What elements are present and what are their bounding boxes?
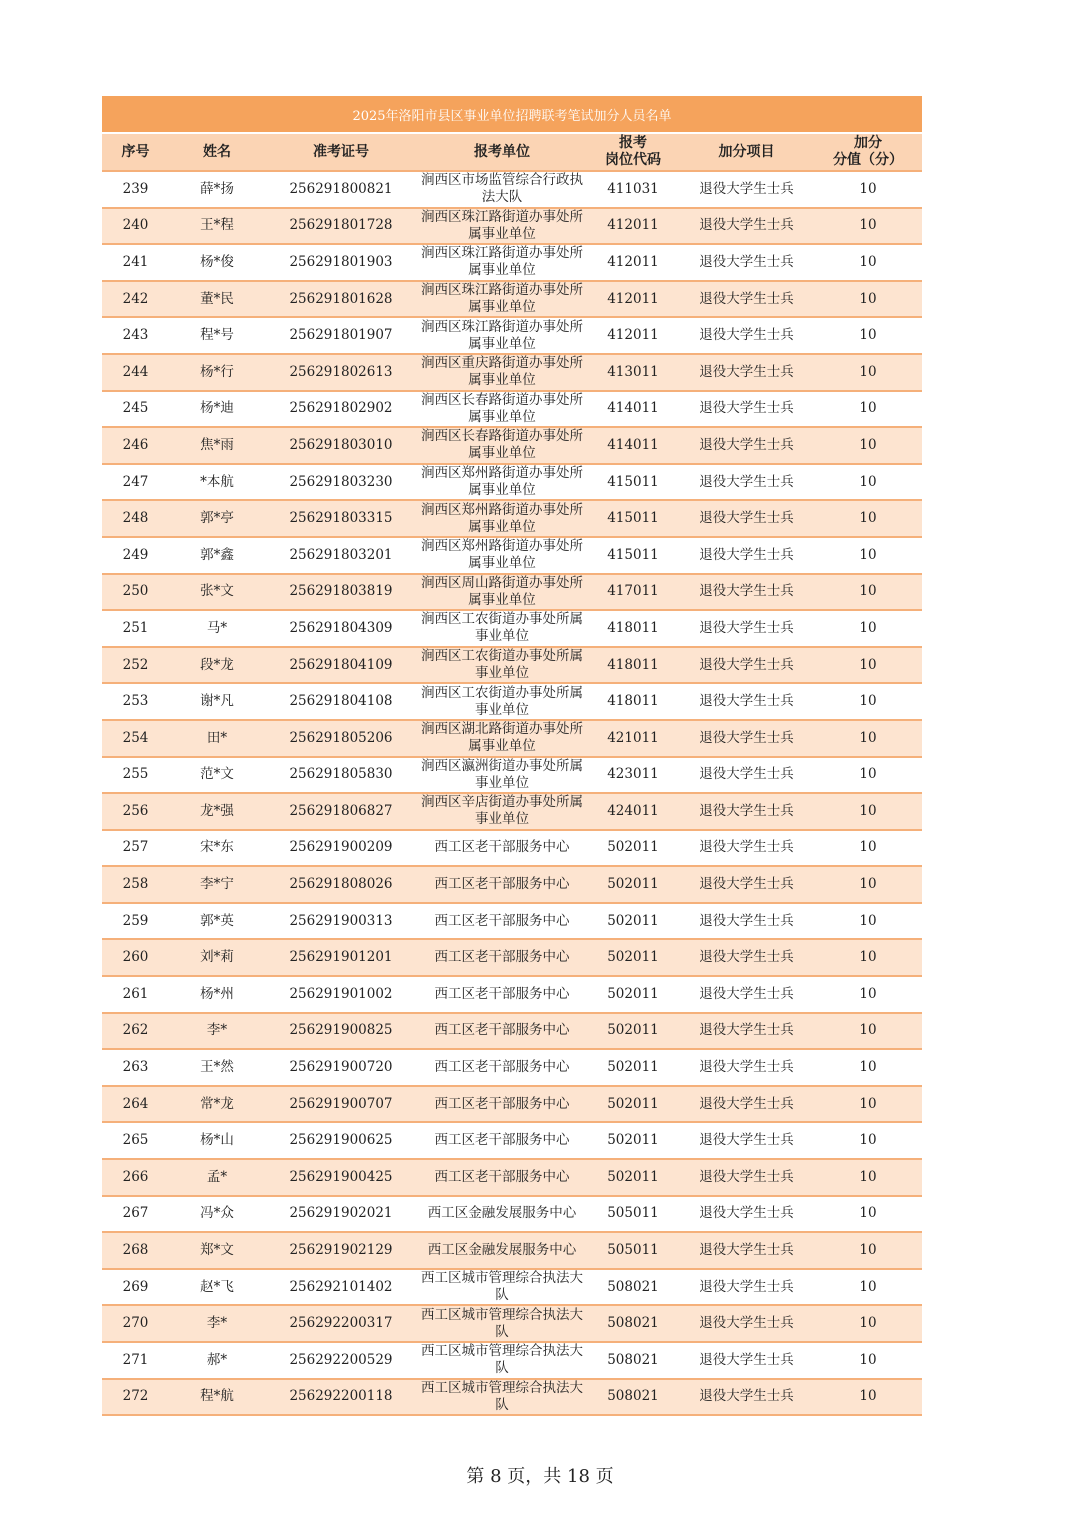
cell-bonus-score: 10 [814,537,922,574]
cell-exam-id: 256291803230 [265,464,417,501]
cell-index: 247 [102,464,169,501]
cell-index: 262 [102,1013,169,1050]
cell-bonus-score: 10 [814,939,922,976]
cell-post-code: 418011 [587,647,679,684]
cell-exam-id: 256291803315 [265,500,417,537]
cell-name: *本航 [169,464,265,501]
cell-post-code: 415011 [587,537,679,574]
cell-bonus-item: 退役大学生士兵 [679,903,814,940]
cell-bonus-score: 10 [814,354,922,391]
cell-bonus-item: 退役大学生士兵 [679,244,814,281]
cell-post-code: 502011 [587,903,679,940]
cell-unit: 西工区老干部服务中心 [417,903,587,940]
cell-bonus-item: 退役大学生士兵 [679,427,814,464]
cell-exam-id: 256291802902 [265,391,417,428]
cell-unit: 涧西区重庆路街道办事处所属事业单位 [417,354,587,391]
cell-name: 李* [169,1305,265,1342]
cell-name: 杨*州 [169,976,265,1013]
cell-bonus-score: 10 [814,1086,922,1123]
cell-unit: 涧西区工农街道办事处所属事业单位 [417,610,587,647]
cell-unit: 涧西区工农街道办事处所属事业单位 [417,647,587,684]
cell-post-code: 418011 [587,610,679,647]
cell-exam-id: 256291801907 [265,317,417,354]
cell-index: 244 [102,354,169,391]
cell-unit: 西工区老干部服务中心 [417,866,587,903]
table-row [102,939,922,976]
cell-bonus-item: 退役大学生士兵 [679,1232,814,1269]
cell-post-code: 418011 [587,683,679,720]
cell-bonus-item: 退役大学生士兵 [679,866,814,903]
cell-bonus-item: 退役大学生士兵 [679,939,814,976]
cell-post-code: 415011 [587,500,679,537]
table-body [102,171,922,1415]
cell-name: 张*文 [169,574,265,611]
cell-exam-id: 256291801728 [265,208,417,245]
cell-name: 焦*雨 [169,427,265,464]
cell-unit: 西工区老干部服务中心 [417,1122,587,1159]
cell-exam-id: 256292200118 [265,1379,417,1416]
cell-unit: 西工区老干部服务中心 [417,939,587,976]
cell-name: 李* [169,1013,265,1050]
cell-bonus-score: 10 [814,1122,922,1159]
cell-bonus-item: 退役大学生士兵 [679,830,814,867]
cell-post-code: 502011 [587,1086,679,1123]
col-header-index: 序号 [102,134,169,171]
cell-bonus-score: 10 [814,757,922,794]
cell-name: 范*文 [169,757,265,794]
cell-post-code: 502011 [587,1122,679,1159]
cell-bonus-item: 退役大学生士兵 [679,683,814,720]
cell-post-code: 508021 [587,1342,679,1379]
cell-index: 251 [102,610,169,647]
table-row [102,1086,922,1123]
cell-unit: 西工区老干部服务中心 [417,830,587,867]
cell-post-code: 412011 [587,281,679,318]
cell-index: 272 [102,1379,169,1416]
cell-post-code: 502011 [587,1049,679,1086]
cell-name: 李*宁 [169,866,265,903]
table-row [102,866,922,903]
cell-bonus-item: 退役大学生士兵 [679,1086,814,1123]
cell-exam-id: 256291900425 [265,1159,417,1196]
cell-bonus-item: 退役大学生士兵 [679,171,814,208]
cell-name: 薛*扬 [169,171,265,208]
cell-post-code: 508021 [587,1305,679,1342]
table-row [102,903,922,940]
cell-bonus-score: 10 [814,1159,922,1196]
cell-index: 264 [102,1086,169,1123]
cell-index: 240 [102,208,169,245]
cell-index: 257 [102,830,169,867]
cell-post-code: 505011 [587,1196,679,1233]
cell-unit: 涧西区工农街道办事处所属事业单位 [417,683,587,720]
cell-unit: 涧西区郑州路街道办事处所属事业单位 [417,464,587,501]
cell-unit: 涧西区郑州路街道办事处所属事业单位 [417,500,587,537]
cell-bonus-score: 10 [814,1196,922,1233]
cell-index: 254 [102,720,169,757]
cell-exam-id: 256291804309 [265,610,417,647]
cell-unit: 西工区老干部服务中心 [417,976,587,1013]
cell-post-code: 502011 [587,939,679,976]
cell-bonus-score: 10 [814,830,922,867]
roster-sheet [102,96,922,1416]
table-row [102,464,922,501]
cell-index: 260 [102,939,169,976]
cell-post-code: 502011 [587,1159,679,1196]
cell-bonus-item: 退役大学生士兵 [679,647,814,684]
table-row [102,1159,922,1196]
cell-post-code: 412011 [587,208,679,245]
table-row [102,976,922,1013]
roster-table [102,134,922,1416]
cell-post-code: 424011 [587,793,679,830]
cell-bonus-item: 退役大学生士兵 [679,1049,814,1086]
cell-index: 241 [102,244,169,281]
cell-bonus-item: 退役大学生士兵 [679,757,814,794]
cell-name: 郭*英 [169,903,265,940]
cell-exam-id: 256291900707 [265,1086,417,1123]
cell-index: 253 [102,683,169,720]
cell-unit: 涧西区珠江路街道办事处所属事业单位 [417,317,587,354]
cell-post-code: 417011 [587,574,679,611]
cell-bonus-score: 10 [814,171,922,208]
cell-bonus-item: 退役大学生士兵 [679,793,814,830]
cell-name: 马* [169,610,265,647]
cell-bonus-score: 10 [814,1305,922,1342]
cell-name: 龙*强 [169,793,265,830]
table-row [102,1379,922,1416]
cell-bonus-score: 10 [814,720,922,757]
cell-bonus-item: 退役大学生士兵 [679,1305,814,1342]
cell-name: 王*然 [169,1049,265,1086]
cell-exam-id: 256291803010 [265,427,417,464]
cell-bonus-item: 退役大学生士兵 [679,1159,814,1196]
cell-bonus-score: 10 [814,464,922,501]
cell-exam-id: 256291803819 [265,574,417,611]
cell-exam-id: 256291900209 [265,830,417,867]
table-row [102,1232,922,1269]
cell-index: 243 [102,317,169,354]
table-row [102,610,922,647]
cell-name: 赵*飞 [169,1269,265,1306]
cell-exam-id: 256291902021 [265,1196,417,1233]
cell-index: 265 [102,1122,169,1159]
cell-exam-id: 256291801628 [265,281,417,318]
table-row [102,1269,922,1306]
cell-index: 256 [102,793,169,830]
cell-name: 程*号 [169,317,265,354]
cell-unit: 涧西区辛店街道办事处所属事业单位 [417,793,587,830]
cell-bonus-score: 10 [814,391,922,428]
cell-bonus-score: 10 [814,208,922,245]
table-row [102,171,922,208]
cell-exam-id: 256291900720 [265,1049,417,1086]
cell-post-code: 414011 [587,427,679,464]
cell-index: 246 [102,427,169,464]
cell-bonus-item: 退役大学生士兵 [679,574,814,611]
cell-post-code: 414011 [587,391,679,428]
cell-post-code: 502011 [587,866,679,903]
cell-bonus-score: 10 [814,1269,922,1306]
cell-unit: 涧西区湖北路街道办事处所属事业单位 [417,720,587,757]
cell-exam-id: 256292200317 [265,1305,417,1342]
cell-exam-id: 256291900313 [265,903,417,940]
cell-index: 239 [102,171,169,208]
cell-index: 258 [102,866,169,903]
cell-bonus-score: 10 [814,1013,922,1050]
cell-exam-id: 256291902129 [265,1232,417,1269]
cell-post-code: 411031 [587,171,679,208]
table-row [102,793,922,830]
col-header-post-code: 报考 岗位代码 [587,134,679,171]
cell-index: 252 [102,647,169,684]
cell-bonus-item: 退役大学生士兵 [679,1379,814,1416]
cell-bonus-item: 退役大学生士兵 [679,720,814,757]
cell-index: 269 [102,1269,169,1306]
cell-bonus-item: 退役大学生士兵 [679,391,814,428]
cell-index: 263 [102,1049,169,1086]
cell-name: 杨*俊 [169,244,265,281]
cell-unit: 西工区城市管理综合执法大队 [417,1305,587,1342]
cell-exam-id: 256291900625 [265,1122,417,1159]
cell-unit: 涧西区长春路街道办事处所属事业单位 [417,427,587,464]
cell-exam-id: 256291901201 [265,939,417,976]
table-row [102,1342,922,1379]
cell-exam-id: 256291802613 [265,354,417,391]
cell-bonus-item: 退役大学生士兵 [679,1013,814,1050]
cell-name: 刘*莉 [169,939,265,976]
cell-unit: 西工区城市管理综合执法大队 [417,1379,587,1416]
cell-index: 249 [102,537,169,574]
cell-exam-id: 256291808026 [265,866,417,903]
cell-bonus-item: 退役大学生士兵 [679,500,814,537]
cell-bonus-score: 10 [814,1379,922,1416]
cell-unit: 涧西区珠江路街道办事处所属事业单位 [417,281,587,318]
cell-name: 孟* [169,1159,265,1196]
cell-name: 谢*凡 [169,683,265,720]
cell-post-code: 508021 [587,1379,679,1416]
cell-name: 杨*山 [169,1122,265,1159]
cell-bonus-score: 10 [814,866,922,903]
cell-bonus-score: 10 [814,683,922,720]
cell-index: 250 [102,574,169,611]
cell-exam-id: 256292101402 [265,1269,417,1306]
cell-post-code: 505011 [587,1232,679,1269]
cell-unit: 涧西区市场监管综合行政执法大队 [417,171,587,208]
cell-name: 董*民 [169,281,265,318]
table-row [102,683,922,720]
cell-post-code: 415011 [587,464,679,501]
table-row [102,427,922,464]
cell-unit: 涧西区郑州路街道办事处所属事业单位 [417,537,587,574]
cell-exam-id: 256291804109 [265,647,417,684]
col-header-bonus-item: 加分项目 [679,134,814,171]
cell-exam-id: 256291800821 [265,171,417,208]
cell-bonus-item: 退役大学生士兵 [679,1196,814,1233]
cell-bonus-item: 退役大学生士兵 [679,208,814,245]
col-header-name: 姓名 [169,134,265,171]
cell-bonus-score: 10 [814,1049,922,1086]
cell-unit: 西工区老干部服务中心 [417,1086,587,1123]
cell-index: 245 [102,391,169,428]
table-row [102,391,922,428]
cell-name: 程*航 [169,1379,265,1416]
cell-exam-id: 256291900825 [265,1013,417,1050]
cell-bonus-score: 10 [814,317,922,354]
page-footer: 第 8 页，共 18 页 [466,1466,614,1487]
col-header-bonus-score: 加分 分值（分） [814,134,922,171]
cell-bonus-item: 退役大学生士兵 [679,976,814,1013]
cell-bonus-score: 10 [814,574,922,611]
cell-bonus-score: 10 [814,793,922,830]
cell-bonus-item: 退役大学生士兵 [679,464,814,501]
table-row [102,574,922,611]
cell-unit: 西工区老干部服务中心 [417,1049,587,1086]
cell-unit: 西工区金融发展服务中心 [417,1232,587,1269]
cell-unit: 西工区金融发展服务中心 [417,1196,587,1233]
cell-bonus-score: 10 [814,610,922,647]
table-row [102,244,922,281]
cell-index: 261 [102,976,169,1013]
cell-exam-id: 256292200529 [265,1342,417,1379]
cell-exam-id: 256291803201 [265,537,417,574]
cell-index: 259 [102,903,169,940]
cell-unit: 西工区城市管理综合执法大队 [417,1269,587,1306]
cell-index: 268 [102,1232,169,1269]
cell-unit: 涧西区瀛洲街道办事处所属事业单位 [417,757,587,794]
table-row [102,281,922,318]
cell-name: 郭*亭 [169,500,265,537]
cell-bonus-item: 退役大学生士兵 [679,1122,814,1159]
table-row [102,500,922,537]
cell-name: 郑*文 [169,1232,265,1269]
cell-unit: 涧西区珠江路街道办事处所属事业单位 [417,244,587,281]
table-row [102,1013,922,1050]
cell-name: 杨*行 [169,354,265,391]
cell-unit: 西工区老干部服务中心 [417,1013,587,1050]
cell-bonus-score: 10 [814,500,922,537]
cell-unit: 西工区城市管理综合执法大队 [417,1342,587,1379]
cell-bonus-score: 10 [814,1342,922,1379]
table-row [102,720,922,757]
cell-bonus-score: 10 [814,427,922,464]
cell-index: 271 [102,1342,169,1379]
cell-bonus-item: 退役大学生士兵 [679,281,814,318]
cell-bonus-score: 10 [814,647,922,684]
cell-post-code: 413011 [587,354,679,391]
cell-index: 242 [102,281,169,318]
cell-index: 255 [102,757,169,794]
cell-bonus-score: 10 [814,903,922,940]
cell-exam-id: 256291806827 [265,793,417,830]
table-row [102,208,922,245]
table-row [102,757,922,794]
cell-name: 宋*东 [169,830,265,867]
cell-post-code: 502011 [587,976,679,1013]
cell-index: 266 [102,1159,169,1196]
header-row [102,134,922,171]
table-row [102,537,922,574]
cell-exam-id: 256291805206 [265,720,417,757]
table-title: 2025年洛阳市县区事业单位招聘联考笔试加分人员名单 [102,96,922,134]
cell-bonus-item: 退役大学生士兵 [679,1342,814,1379]
cell-unit: 涧西区周山路街道办事处所属事业单位 [417,574,587,611]
cell-bonus-item: 退役大学生士兵 [679,1269,814,1306]
cell-bonus-item: 退役大学生士兵 [679,537,814,574]
cell-exam-id: 256291805830 [265,757,417,794]
cell-index: 248 [102,500,169,537]
cell-exam-id: 256291901002 [265,976,417,1013]
cell-post-code: 423011 [587,757,679,794]
cell-name: 王*程 [169,208,265,245]
cell-post-code: 412011 [587,317,679,354]
cell-name: 杨*迪 [169,391,265,428]
table-row [102,354,922,391]
cell-unit: 涧西区珠江路街道办事处所属事业单位 [417,208,587,245]
cell-bonus-score: 10 [814,1232,922,1269]
table-row [102,1049,922,1086]
cell-name: 郭*鑫 [169,537,265,574]
cell-bonus-score: 10 [814,976,922,1013]
table-row [102,647,922,684]
cell-index: 270 [102,1305,169,1342]
table-row [102,1122,922,1159]
cell-exam-id: 256291804108 [265,683,417,720]
table-row [102,1196,922,1233]
cell-bonus-item: 退役大学生士兵 [679,354,814,391]
col-header-unit: 报考单位 [417,134,587,171]
table-row [102,317,922,354]
cell-name: 郝* [169,1342,265,1379]
cell-post-code: 502011 [587,1013,679,1050]
cell-post-code: 502011 [587,830,679,867]
cell-unit: 涧西区长春路街道办事处所属事业单位 [417,391,587,428]
cell-unit: 西工区老干部服务中心 [417,1159,587,1196]
col-header-exam-id: 准考证号 [265,134,417,171]
cell-bonus-item: 退役大学生士兵 [679,610,814,647]
table-row [102,1305,922,1342]
cell-bonus-score: 10 [814,281,922,318]
cell-name: 冯*众 [169,1196,265,1233]
cell-exam-id: 256291801903 [265,244,417,281]
cell-post-code: 421011 [587,720,679,757]
cell-name: 段*龙 [169,647,265,684]
cell-bonus-item: 退役大学生士兵 [679,317,814,354]
cell-name: 常*龙 [169,1086,265,1123]
cell-index: 267 [102,1196,169,1233]
cell-name: 田* [169,720,265,757]
cell-bonus-score: 10 [814,244,922,281]
cell-post-code: 508021 [587,1269,679,1306]
table-row [102,830,922,867]
cell-post-code: 412011 [587,244,679,281]
